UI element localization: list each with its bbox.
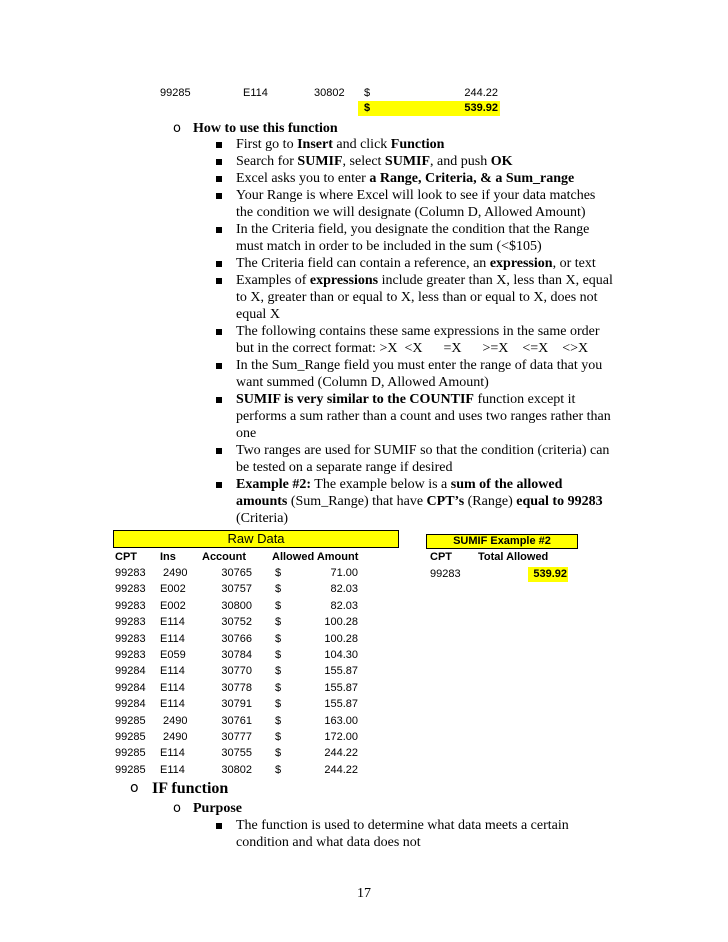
cell-dollar: $: [275, 714, 282, 727]
cell-cpt: 99283: [115, 567, 146, 579]
top-total-value: 539.92: [464, 102, 498, 114]
cell-ins: E114: [160, 665, 185, 678]
bullet-12-line-1: Example #2: The example below is a sum of the allowed: [236, 477, 563, 492]
cell-cpt: 99283: [115, 616, 146, 629]
cell-ins: E114: [160, 698, 185, 711]
cell-dollar: $: [275, 599, 282, 612]
cell-account: 30777: [221, 731, 252, 743]
cell-amount: 155.87: [324, 665, 358, 678]
cell-ins: E114: [160, 616, 185, 629]
square-bullet: [216, 159, 222, 165]
if-function-title: IF function: [152, 780, 229, 797]
cell-ins: E059: [160, 649, 186, 661]
cell-dollar: $: [275, 698, 282, 711]
cell-ins: E114: [160, 747, 185, 760]
cell-account: 30784: [221, 649, 252, 661]
cell-amount: 163.00: [324, 714, 358, 727]
sumif-total-value: 539.92: [533, 568, 567, 580]
cell-amount: 71.00: [330, 567, 358, 579]
square-bullet: [216, 227, 222, 233]
cell-account: 30755: [221, 747, 252, 760]
bullet-8-line-1: The following contains these same expressions in the same order: [236, 324, 600, 339]
sumif-header-cpt: CPT: [430, 551, 452, 563]
cell-ins: E114: [160, 632, 185, 645]
sumif-header-total: Total Allowed: [478, 551, 549, 563]
cell-amount: 100.28: [324, 632, 358, 645]
sumif-cpt-value: 99283: [430, 568, 461, 580]
cell-ins: E002: [160, 583, 186, 596]
bullet-4-line-2: the condition we will designate (Column D, Allowed Amount): [236, 205, 586, 220]
bullet-1: First go to Insert and click Function: [236, 137, 445, 152]
square-bullet: [216, 397, 222, 403]
cell-dollar: $: [275, 632, 282, 645]
if-bullet-line-2: condition and what data does not: [236, 835, 421, 850]
square-bullet: [216, 823, 222, 829]
bullet-7-line-3: equal X: [236, 307, 280, 322]
cell-cpt: 99283: [115, 632, 146, 645]
top-row-account: 30802: [314, 87, 345, 99]
cell-dollar: $: [275, 665, 282, 678]
cell-dollar: $: [275, 583, 282, 596]
cell-dollar: $: [275, 649, 282, 661]
col-header-allowed-amount: Allowed Amount: [272, 551, 359, 563]
bullet-9-line-1: In the Sum_Range field you must enter the range of data that you: [236, 358, 603, 373]
cell-cpt: 99285: [115, 763, 146, 776]
cell-account: 30778: [221, 681, 252, 694]
square-bullet: [216, 176, 222, 182]
cell-account: 30766: [221, 632, 252, 645]
cell-cpt: 99284: [115, 665, 146, 678]
cell-cpt: 99284: [115, 698, 146, 711]
cell-account: 30791: [221, 698, 252, 711]
cell-account: 30765: [221, 567, 252, 579]
cell-dollar: $: [275, 681, 282, 694]
cell-ins: E114: [160, 763, 185, 776]
cell-account: 30752: [221, 616, 252, 629]
cell-account: 30757: [221, 583, 252, 596]
bullet-9-line-2: want summed (Column D, Allowed Amount): [236, 375, 489, 390]
bullet-7-line-2: to X, greater than or equal to X, less than or equal to X, does not: [236, 290, 598, 305]
cell-dollar: $: [275, 616, 282, 629]
cell-ins: E002: [160, 599, 186, 612]
cell-amount: 82.03: [330, 599, 358, 612]
bullet-10-line-3: one: [236, 426, 257, 441]
cell-cpt: 99284: [115, 681, 146, 694]
square-bullet: [216, 448, 222, 454]
square-bullet: [216, 193, 222, 199]
cell-amount: 244.22: [324, 747, 358, 760]
cell-cpt: 99283: [115, 583, 146, 596]
cell-ins: 2490: [163, 714, 188, 727]
hollow-bullet: o: [173, 801, 181, 816]
cell-ins: 2490: [163, 567, 188, 579]
purpose-heading: Purpose: [193, 801, 242, 816]
top-row-dollar: $: [364, 87, 371, 99]
bullet-12-line-2: amounts (Sum_Range) that have CPT’s (Range) equal to 99283: [236, 494, 603, 509]
cell-dollar: $: [275, 747, 282, 760]
top-row-ins: E114: [243, 87, 268, 99]
bullet-5-line-1: In the Criteria field, you designate the condition that the Range: [236, 222, 590, 237]
square-bullet: [216, 363, 222, 369]
cell-dollar: $: [275, 567, 282, 579]
bullet-12-line-3: (Criteria): [236, 511, 289, 526]
cell-account: 30770: [221, 665, 252, 678]
cell-cpt: 99285: [115, 731, 146, 743]
cell-amount: 155.87: [324, 681, 358, 694]
cell-cpt: 99283: [115, 599, 146, 612]
bullet-8-line-2: but in the correct format: >X <X =X >=X <=X <>X: [236, 341, 589, 356]
bullet-4-line-1: Your Range is where Excel will look to see if your data matches: [236, 188, 596, 203]
top-row-amount: 244.22: [464, 87, 498, 99]
cell-amount: 172.00: [324, 731, 358, 743]
top-row-cpt: 99285: [160, 87, 191, 99]
cell-amount: 104.30: [324, 649, 358, 661]
cell-cpt: 99285: [115, 714, 146, 727]
cell-account: 30802: [221, 763, 252, 776]
cell-cpt: 99285: [115, 747, 146, 760]
sumif-title: SUMIF Example #2: [453, 535, 551, 547]
cell-amount: 244.22: [324, 763, 358, 776]
hollow-bullet: o: [130, 780, 139, 796]
cell-amount: 82.03: [330, 583, 358, 596]
cell-amount: 100.28: [324, 616, 358, 629]
square-bullet: [216, 142, 222, 148]
bullet-7-line-1: Examples of expressions include greater than X, less than X, equal: [236, 273, 613, 288]
raw-data-title: Raw Data: [227, 531, 285, 546]
col-header-ins: Ins: [160, 551, 176, 563]
cell-account: 30800: [221, 599, 252, 612]
cell-account: 30761: [221, 714, 252, 727]
how-to-title: How to use this function: [193, 121, 338, 136]
top-total-dollar: $: [364, 102, 371, 114]
square-bullet: [216, 261, 222, 267]
cell-ins: E114: [160, 681, 185, 694]
bullet-10-line-2: performs a sum rather than a count and uses two ranges rather than: [236, 409, 611, 424]
square-bullet: [216, 482, 222, 488]
bullet-3: Excel asks you to enter a Range, Criteria, & a Sum_range: [236, 171, 575, 186]
square-bullet: [216, 278, 222, 284]
hollow-bullet: o: [173, 121, 181, 136]
cell-dollar: $: [275, 763, 282, 776]
cell-amount: 155.87: [324, 698, 358, 711]
if-bullet-line-1: The function is used to determine what data meets a certain: [236, 818, 569, 833]
cell-cpt: 99283: [115, 649, 146, 661]
bullet-11-line-1: Two ranges are used for SUMIF so that the condition (criteria) can: [236, 443, 610, 458]
bullet-6: The Criteria field can contain a reference, an expression, or text: [236, 256, 596, 271]
bullet-2: Search for SUMIF, select SUMIF, and push OK: [236, 154, 513, 169]
bullet-5-line-2: must match in order to be included in the sum (<$105): [236, 239, 542, 254]
square-bullet: [216, 329, 222, 335]
bullet-10-line-1: SUMIF is very similar to the COUNTIF function except it: [236, 392, 576, 407]
bullet-11-line-2: be tested on a separate range if desired: [236, 460, 453, 475]
cell-dollar: $: [275, 731, 282, 743]
page-number: 17: [357, 886, 371, 901]
col-header-account: Account: [202, 551, 246, 563]
col-header-cpt: CPT: [115, 551, 137, 563]
cell-ins: 2490: [163, 731, 188, 743]
